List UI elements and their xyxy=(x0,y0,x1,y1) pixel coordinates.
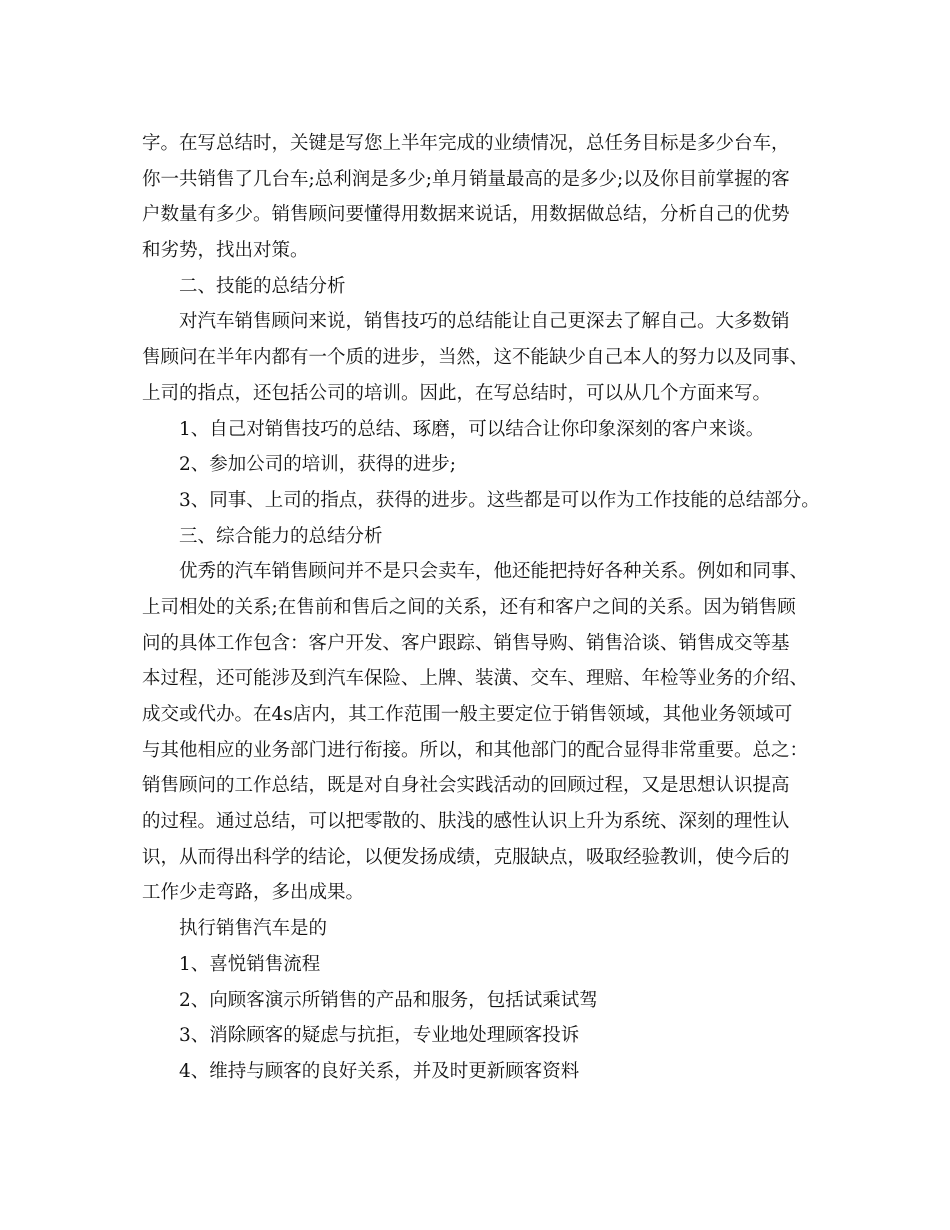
text-line: 识，从而得出科学的结论，以便发扬成绩，克服缺点，吸取经验教训，使今后的 xyxy=(142,846,790,868)
text-line: 上司的指点，还包括公司的培训。因此，在写总结时，可以从几个方面来写。 xyxy=(142,382,772,404)
text-line: 字。在写总结时，关键是写您上半年完成的业绩情况，总任务目标是多少台车， xyxy=(142,133,790,154)
text-line: 本过程，还可能涉及到汽车保险、上牌、装潢、交车、理赔、年检等业务的介绍、 xyxy=(142,668,809,690)
text-line: 售顾问在半年内都有一个质的进步，当然，这不能缺少自己本人的努力以及同事、 xyxy=(142,347,809,369)
text-line: 与其他相应的业务部门进行衔接。所以，和其他部门的配合显得非常重要。总之： xyxy=(142,739,809,761)
text-line: 你一共销售了几台车;总利润是多少;单月销量最高的是多少;以及你目前掌握的客 xyxy=(142,168,790,190)
text-line: 的过程。通过总结，可以把零散的、肤浅的感性认识上升为系统、深刻的理性认 xyxy=(142,811,790,833)
text-line: 问的具体工作包含：客户开发、客户跟踪、销售导购、销售洽谈、销售成交等基 xyxy=(142,632,790,654)
text-line: 优秀的汽车销售顾问并不是只会卖车，他还能把持好各种关系。例如和同事、 xyxy=(179,561,809,583)
text-line: 户数量有多少。销售顾问要懂得用数据来说话，用数据做总结，分析自己的优势 xyxy=(142,204,790,226)
text-line: 3、消除顾客的疑虑与抗拒，专业地处理顾客投诉 xyxy=(179,1025,580,1047)
text-line: 工作少走弯路，多出成果。 xyxy=(142,882,365,904)
text-line: 4、维持与顾客的良好关系，并及时更新顾客资料 xyxy=(179,1060,580,1082)
text-line: 销售顾问的工作总结，既是对自身社会实践活动的回顾过程，又是思想认识提高 xyxy=(142,775,790,797)
text-line: 1、自己对销售技巧的总结、琢磨，可以结合让你印象深刻的客户来谈。 xyxy=(179,418,765,440)
document-body xyxy=(142,126,820,1090)
text-line: 二、技能的总结分析 xyxy=(179,275,346,297)
text-line: 2、向顾客演示所销售的产品和服务，包括试乘试驾 xyxy=(179,989,598,1011)
text-line: 1、喜悦销售流程 xyxy=(179,953,321,975)
text-line: 成交或代办。在4s店内，其工作范围一般主要定位于销售领域，其他业务领域可 xyxy=(142,704,793,725)
text-line: 上司相处的关系;在售前和售后之间的关系，还有和客户之间的关系。因为销售顾 xyxy=(142,596,796,618)
text-line: 执行销售汽车是的 xyxy=(179,918,328,940)
text-line: 和劣势，找出对策。 xyxy=(142,240,309,262)
text-line: 三、综合能力的总结分析 xyxy=(179,525,383,547)
text-line: 2、参加公司的培训，获得的进步; xyxy=(179,454,457,476)
text-line: 3、同事、上司的指点，获得的进步。这些都是可以作为工作技能的总结部分。 xyxy=(179,489,820,511)
text-line: 对汽车销售顾问来说，销售技巧的总结能让自己更深去了解自己。大多数销 xyxy=(179,311,790,333)
